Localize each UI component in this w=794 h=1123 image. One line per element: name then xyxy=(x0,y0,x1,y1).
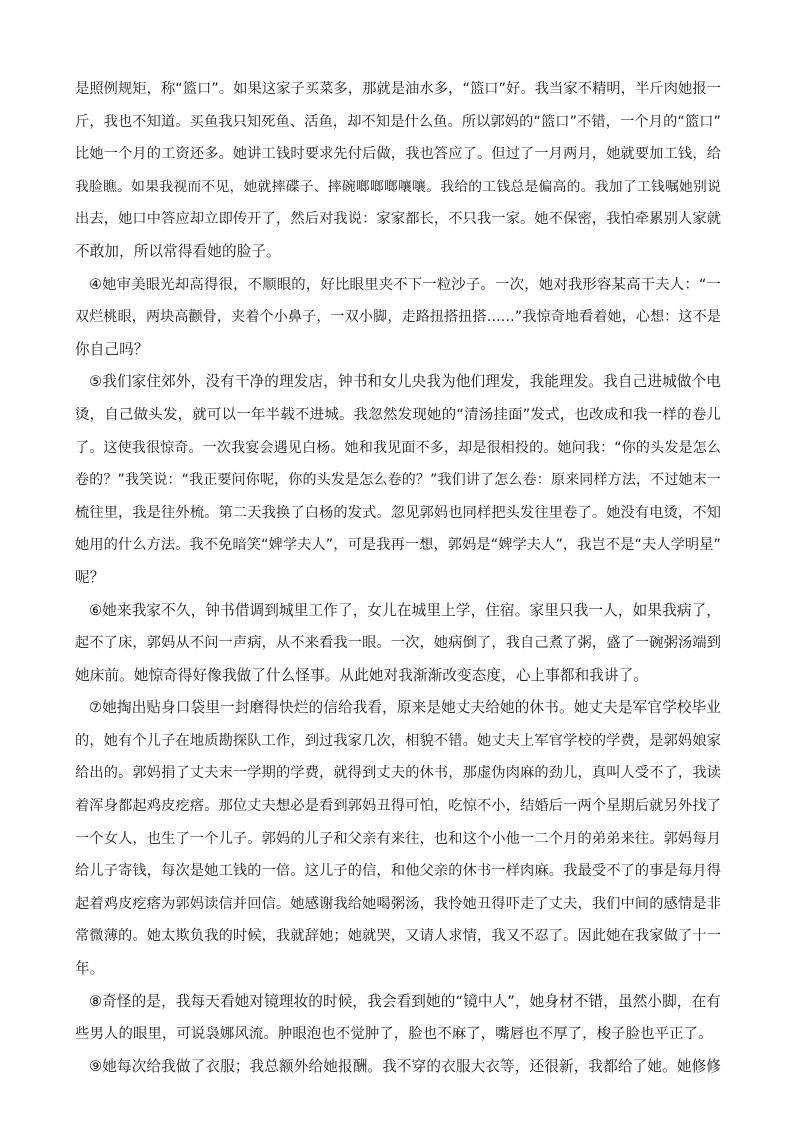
text-line: 烫，自己做头发，就可以一年半载不进城。我忽然发现她的“清汤挂面”发式，也改成和我一样的卷儿 xyxy=(75,406,721,423)
text-line: ④她审美眼光却高得很，不顺眼的，好比眼里夹不下一粒沙子。一次，她对我形容某高干夫人：“一 xyxy=(89,276,721,293)
text-line: 年。 xyxy=(75,960,105,978)
text-line: 是照例规矩，称“篮口”。如果这家子买菜多，那就是油水多，“篮口”好。我当家不精明，半斤肉她报一 xyxy=(75,81,721,97)
text-line: ⑨她每次给我做了衣服；我总额外给她报酬。我不穿的衣服大衣等，还很新，我都给了她。她修修 xyxy=(89,1057,721,1075)
text-line: 斤，我也不知道。买鱼我只知死鱼、活鱼，却不知是什么鱼。所以郭妈的“篮口”不错，一个月的“篮口” xyxy=(75,113,721,130)
text-line: 的，她有个儿子在地质勘探队工作，到过我家几次，相貌不错。她丈夫上军官学校的学费，是郭妈娘家 xyxy=(75,732,721,749)
text-line: 你自己吗？ xyxy=(75,340,149,358)
text-line: ⑥她来我家不久，钟书借调到城里工作了，女儿在城里上学，住宿。家里只我一人，如果我病了， xyxy=(89,601,721,619)
text-line: 给出的。郭妈捐了丈夫末一学期的学费，就得到丈夫的休书，那虚伪肉麻的劲儿，真叫人受不了，我读 xyxy=(75,765,721,782)
text-line: 她床前。她惊奇得好像我做了什么怪事。从此她对我渐渐改变态度，心上事都和我讲了。 xyxy=(75,666,649,684)
text-line: 些男人的眼里，可说袅娜风流。肿眼泡也不觉肿了，脸也不麻了，嘴唇也不厚了，梭子脸也平正了。 xyxy=(75,1026,713,1043)
text-line: 呢？ xyxy=(75,568,105,586)
text-line: 起着鸡皮疙瘩为郭妈读信并回信。她感谢我给她喝粥汤，我怜她丑得吓走了丈夫，我们中间的感情是非 xyxy=(75,895,721,912)
text-line: 不敢加，所以常得看她的脸子。 xyxy=(75,242,281,260)
text-line: ⑤我们家住郊外，没有干净的理发店，钟书和女儿央我为他们理发，我能理发。我自己进城做个电 xyxy=(89,373,721,391)
text-line: 我脸瞧。如果我视而不见，她就摔碟子、摔碗啷啷啷嚷嚷。我给的工钱总是偏高的。我加了工钱嘱她别说 xyxy=(75,178,721,195)
text-line: 给儿子寄钱，每次是她工钱的一倍。这儿子的信，和他父亲的休书一样肉麻。我最受不了的事是每月得 xyxy=(75,863,721,880)
text-line: 起不了床，郭妈从不问一声病，从不来看我一眼。一次，她病倒了，我自己煮了粥，盛了一碗粥汤端到 xyxy=(75,635,721,652)
text-line: ⑦她掏出贴身口袋里一封磨得快烂的信给我看，原来是她丈夫给她的休书。她丈夫是军官学校毕业 xyxy=(89,699,721,717)
document-body xyxy=(75,73,721,1083)
text-line: 梳往里，我是往外梳。第二天我换了白杨的发式。忽见郭妈也同样把头发往里卷了。她没有电烫，不知 xyxy=(75,504,721,521)
text-line: 卷的？”我笑说：“我正要问你呢，你的头发是怎么卷的？”我们讲了怎么卷：原来同样方法，不过她末一 xyxy=(75,472,721,489)
text-line: 一个女人，也生了一个儿子。郭妈的儿子和父亲有来往，也和这个小他一二个月的弟弟来往。郭妈每月 xyxy=(75,830,721,847)
text-line: 了。这使我很惊奇。一次我宴会遇见白杨。她和我见面不多，却是很相投的。她问我：“你的头发是怎么 xyxy=(75,439,721,456)
text-line: ⑧奇怪的是，我每天看她对镜理妆的时候，我会看到她的“镜中人”，她身材不错，虽然小脚，在有 xyxy=(89,992,721,1010)
text-line: 她用的什么方法。我不免暗笑“婢学夫人”，可是我再一想，郭妈是“婢学夫人”，我岂不是“夫人学明星” xyxy=(75,537,721,554)
text-line: 着浑身都起鸡皮疙瘩。那位丈夫想必是看到郭妈丑得可怕，吃惊不小，结婚后一两个星期后就另外找了 xyxy=(75,798,721,815)
text-line: 常微薄的。她太欺负我的时候，我就辞她；她就哭，又请人求情，我又不忍了。因此她在我家做了十一 xyxy=(75,928,721,945)
text-line: 出去，她口中答应却立即传开了，然后对我说：家家都长，不只我一家。她不保密，我怕牵累别人家就 xyxy=(75,211,721,228)
text-line: 比她一个月的工资还多。她讲工钱时要求先付后做，我也答应了。但过了一月两月，她就要加工钱，给 xyxy=(75,146,721,163)
text-line: 双烂桃眼，两块高颧骨，夹着个小鼻子，一双小脚，走路扭搭扭搭……”我惊奇地看着她，心想：这不是 xyxy=(75,309,721,326)
